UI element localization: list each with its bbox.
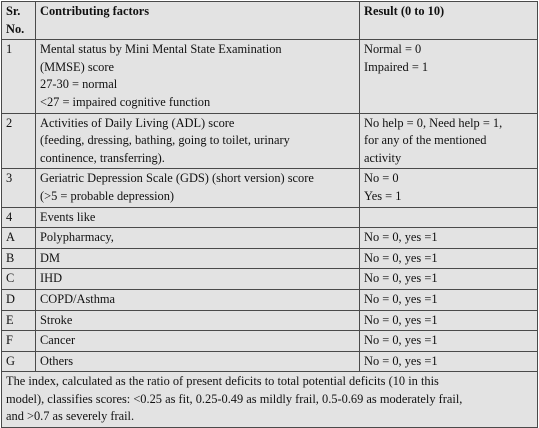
table-row bbox=[2, 207, 538, 228]
row-sr-no: C bbox=[2, 269, 36, 290]
row-sr-no: G bbox=[2, 351, 36, 372]
factor-line: (MMSE) score bbox=[40, 59, 114, 74]
result-line: No = 0, yes =1 bbox=[364, 353, 438, 368]
factor-line: IHD bbox=[40, 271, 63, 286]
table-row bbox=[2, 310, 538, 331]
row-factor bbox=[36, 269, 360, 290]
row-result bbox=[360, 169, 538, 207]
footnote-line: model), classifies scores: <0.25 as fit, 0.25-0.49 as mildly frail, 0.5-0.69 as moderately frail, bbox=[6, 391, 463, 406]
result-line bbox=[364, 209, 532, 227]
table-row bbox=[2, 289, 538, 310]
table-row bbox=[2, 331, 538, 352]
row-sr-no: E bbox=[2, 310, 36, 331]
result-line: No = 0, yes =1 bbox=[364, 250, 438, 265]
table-header-row bbox=[2, 2, 538, 40]
row-result bbox=[360, 113, 538, 169]
factor-line: (feeding, dressing, bathing, going to toilet, urinary bbox=[40, 133, 290, 148]
factor-line: Mental status by Mini Mental State Examination bbox=[40, 42, 282, 57]
result-line: No = 0 bbox=[364, 171, 399, 186]
result-line: No = 0, yes =1 bbox=[364, 333, 438, 348]
row-result bbox=[360, 40, 538, 113]
factor-line: <27 = impaired cognitive function bbox=[40, 94, 211, 109]
row-factor bbox=[36, 351, 360, 372]
table-row bbox=[2, 228, 538, 249]
result-line: Yes = 1 bbox=[364, 188, 402, 203]
factor-line: Polypharmacy, bbox=[40, 230, 114, 245]
result-line: No = 0, yes =1 bbox=[364, 291, 438, 306]
result-line: No = 0, yes =1 bbox=[364, 312, 438, 327]
result-line: No = 0, yes =1 bbox=[364, 271, 438, 286]
factor-line: Others bbox=[40, 353, 74, 368]
factor-line: DM bbox=[40, 250, 60, 265]
table-row bbox=[2, 248, 538, 269]
factor-line: continence, transferring). bbox=[40, 150, 165, 165]
header-sr-line: No. bbox=[6, 21, 25, 36]
row-factor bbox=[36, 228, 360, 249]
row-factor bbox=[36, 331, 360, 352]
row-result bbox=[360, 269, 538, 290]
row-sr-no: F bbox=[2, 331, 36, 352]
table-body bbox=[2, 40, 538, 372]
result-line: for any of the mentioned bbox=[364, 133, 487, 148]
header-sr-line: Sr. bbox=[6, 4, 21, 18]
result-line: Impaired = 1 bbox=[364, 59, 429, 74]
factor-line: Stroke bbox=[40, 312, 73, 327]
frailty-index-table bbox=[1, 1, 538, 428]
factor-line: Events like bbox=[40, 209, 96, 224]
factor-line: (>5 = probable depression) bbox=[40, 188, 175, 203]
row-result bbox=[360, 331, 538, 352]
row-sr-no: 2 bbox=[2, 113, 36, 169]
row-sr-no: 1 bbox=[2, 40, 36, 113]
result-line: activity bbox=[364, 150, 402, 165]
result-line: No = 0, yes =1 bbox=[364, 230, 438, 245]
row-factor bbox=[36, 310, 360, 331]
table-footnote bbox=[2, 372, 538, 428]
row-factor bbox=[36, 40, 360, 113]
factor-line: COPD/Asthma bbox=[40, 291, 116, 306]
factor-line: 27-30 = normal bbox=[40, 77, 118, 92]
row-result bbox=[360, 289, 538, 310]
row-sr-no: 3 bbox=[2, 169, 36, 207]
row-sr-no: B bbox=[2, 248, 36, 269]
table-row bbox=[2, 351, 538, 372]
table-row bbox=[2, 113, 538, 169]
row-result bbox=[360, 207, 538, 228]
header-sr-no bbox=[2, 2, 36, 40]
header-contributing-factors: Contributing factors bbox=[36, 2, 360, 40]
row-factor bbox=[36, 207, 360, 228]
footnote-line: The index, calculated as the ratio of present deficits to total potential deficits (10 in this bbox=[6, 374, 439, 389]
table-row bbox=[2, 169, 538, 207]
table-footnote-row bbox=[2, 372, 538, 428]
row-sr-no: A bbox=[2, 228, 36, 249]
row-result bbox=[360, 310, 538, 331]
table-row bbox=[2, 269, 538, 290]
factor-line: Activities of Daily Living (ADL) score bbox=[40, 115, 235, 130]
row-sr-no: D bbox=[2, 289, 36, 310]
row-result bbox=[360, 351, 538, 372]
footnote-line: and >0.7 as severely frail. bbox=[6, 409, 135, 424]
row-factor bbox=[36, 289, 360, 310]
row-factor bbox=[36, 248, 360, 269]
result-line: Normal = 0 bbox=[364, 42, 422, 57]
row-result bbox=[360, 228, 538, 249]
row-sr-no: 4 bbox=[2, 207, 36, 228]
factor-line: Geriatric Depression Scale (GDS) (short version) score bbox=[40, 171, 314, 186]
factor-line: Cancer bbox=[40, 333, 76, 348]
table-row bbox=[2, 40, 538, 113]
row-factor bbox=[36, 113, 360, 169]
result-line: No help = 0, Need help = 1, bbox=[364, 115, 503, 130]
row-result bbox=[360, 248, 538, 269]
row-factor bbox=[36, 169, 360, 207]
header-result: Result (0 to 10) bbox=[360, 2, 538, 40]
